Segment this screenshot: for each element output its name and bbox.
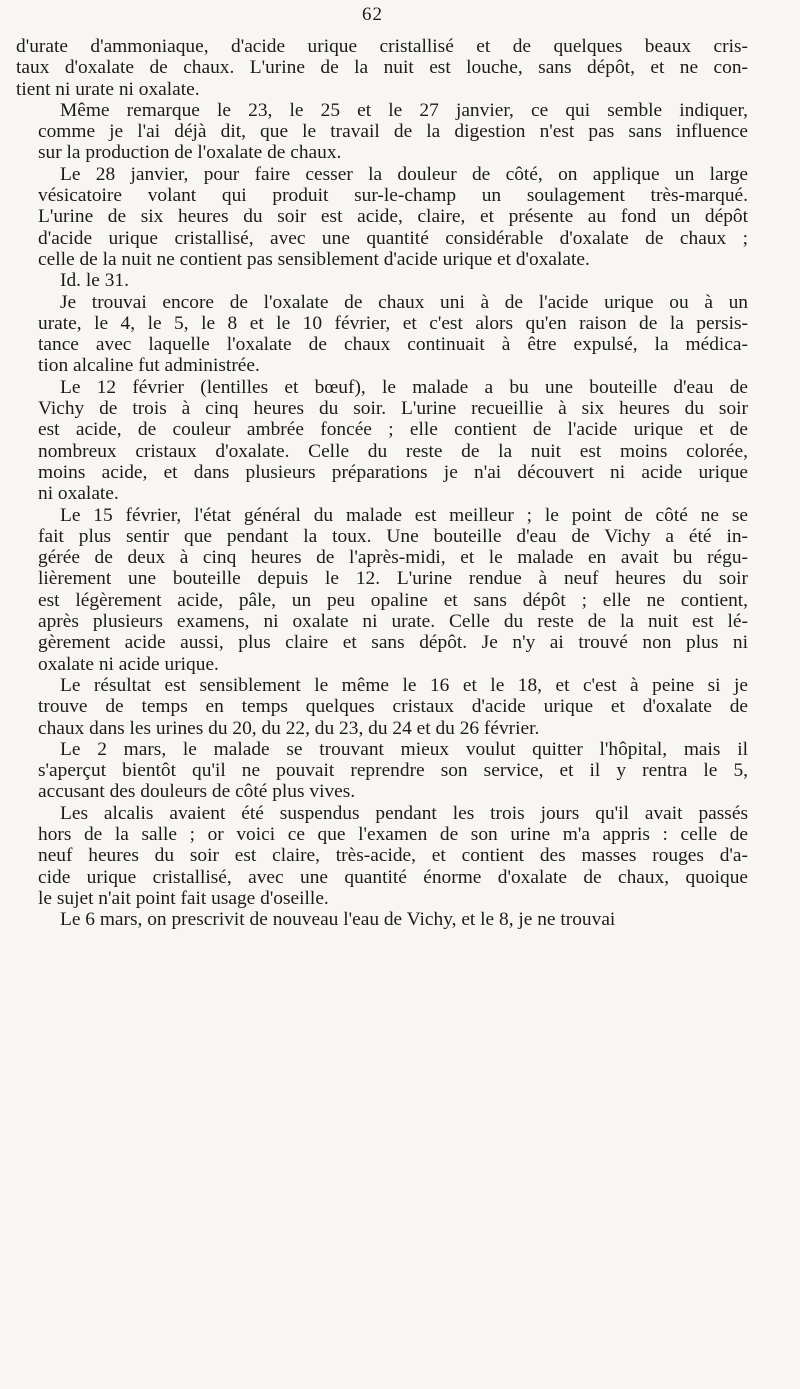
text-line: d'urate d'ammoniaque, d'acide urique cristallisé et de quelques beaux cris-: [16, 36, 748, 57]
text-line: cide urique cristallisé, avec une quantité énorme d'oxalate de chaux, quoique: [38, 866, 748, 888]
text-line: s'aperçut bientôt qu'il ne pouvait reprendre son service, et il y rentra le 5,: [38, 760, 748, 782]
paragraph: [16, 36, 748, 100]
text-line: tance avec laquelle l'oxalate de chaux continuait à être expulsé, la médica-: [38, 334, 748, 356]
text-line: Le résultat est sensiblement le même le 16 et le 18, et c'est à peine si je: [60, 674, 748, 696]
text-line: moins acide, et dans plusieurs préparations je n'ai découvert ni acide urique: [38, 461, 748, 483]
text-line: ni oxalate.: [38, 483, 119, 505]
paragraph: [16, 739, 748, 803]
text-line: vésicatoire volant qui produit sur-le-champ un soulagement très-marqué.: [38, 185, 748, 207]
paragraph: [16, 505, 748, 675]
text-line: est acide, de couleur ambrée foncée ; elle contient de l'acide urique et de: [38, 419, 748, 441]
text-line: celle de la nuit ne contient pas sensiblement d'acide urique et d'oxalate.: [38, 248, 590, 270]
text-line: lièrement une bouteille depuis le 12. L'urine rendue à neuf heures du soir: [38, 568, 748, 590]
text-line: Les alcalis avaient été suspendus pendant les trois jours qu'il avait passés: [60, 802, 748, 824]
text-line: chaux dans les urines du 20, du 22, du 23, du 24 et du 26 février.: [38, 717, 540, 739]
text-line: taux d'oxalate de chaux. L'urine de la nuit est louche, sans dépôt, et ne con-: [16, 57, 748, 79]
text-line: Même remarque le 23, le 25 et le 27 janvier, ce qui semble indiquer,: [60, 99, 748, 121]
page-number: 62: [362, 4, 383, 25]
text-line: comme je l'ai déjà dit, que le travail de la digestion n'est pas sans influence: [38, 121, 748, 143]
text-line: gèrement acide aussi, plus claire et sans dépôt. Je n'y ai trouvé non plus ni: [38, 632, 748, 654]
text-line: sur la production de l'oxalate de chaux.: [38, 142, 342, 164]
text-line: Le 2 mars, le malade se trouvant mieux voulut quitter l'hôpital, mais il: [60, 738, 748, 760]
paragraph: [16, 100, 748, 164]
text-line: neuf heures du soir est claire, très-acide, et contient des masses rouges d'a-: [38, 845, 748, 867]
text-line: Le 28 janvier, pour faire cesser la douleur de côté, on applique un large: [60, 163, 748, 185]
text-line: nombreux cristaux d'oxalate. Celle du reste de la nuit est moins colorée,: [38, 440, 748, 462]
text-line: accusant des douleurs de côté plus vives.: [38, 781, 356, 803]
text-line: le sujet n'ait point fait usage d'oseille.: [38, 887, 329, 909]
text-line: Le 6 mars, on prescrivit de nouveau l'eau de Vichy, et le 8, je ne trouvai: [60, 909, 616, 931]
text-line: L'urine de six heures du soir est acide, claire, et présente au fond un dépôt: [38, 206, 748, 228]
paragraph: [16, 377, 748, 505]
text-line: Le 12 février (lentilles et bœuf), le malade a bu une bouteille d'eau de: [60, 376, 748, 398]
text-line: d'acide urique cristallisé, avec une quantité considérable d'oxalate de chaux ;: [38, 227, 748, 249]
text-line: Id. le 31.: [60, 270, 129, 292]
text-line: est légèrement acide, pâle, un peu opaline et sans dépôt ; elle ne contient,: [38, 589, 748, 611]
text-line: Vichy de trois à cinq heures du soir. L'urine recueillie à six heures du soir: [38, 398, 748, 420]
paragraph: [16, 270, 748, 291]
text-line: hors de la salle ; or voici ce que l'examen de son urine m'a appris : celle de: [38, 823, 748, 845]
text-line: tion alcaline fut administrée.: [38, 355, 260, 377]
text-line: oxalate ni acide urique.: [38, 653, 219, 675]
paragraph: [16, 292, 748, 377]
paragraph: [16, 909, 748, 930]
text-line: après plusieurs examens, ni oxalate ni urate. Celle du reste de la nuit est lé-: [38, 611, 748, 633]
paragraph: [16, 803, 748, 909]
text-line: gérée de deux à cinq heures de l'après-midi, et le malade en avait bu régu-: [38, 547, 748, 569]
paragraph: [16, 164, 748, 270]
text-line: Le 15 février, l'état général du malade est meilleur ; le point de côté ne se: [60, 504, 748, 526]
paragraph: [16, 675, 748, 739]
text-line: tient ni urate ni oxalate.: [16, 78, 200, 100]
text-line: fait plus sentir que pendant la toux. Une bouteille d'eau de Vichy a été in-: [38, 525, 748, 547]
text-line: Je trouvai encore de l'oxalate de chaux uni à de l'acide urique ou à un: [60, 291, 748, 313]
page-body-text: [16, 36, 748, 930]
text-line: urate, le 4, le 5, le 8 et le 10 février, et c'est alors qu'en raison de la persis-: [38, 312, 748, 334]
text-line: trouve de temps en temps quelques cristaux d'acide urique et d'oxalate de: [38, 696, 748, 718]
